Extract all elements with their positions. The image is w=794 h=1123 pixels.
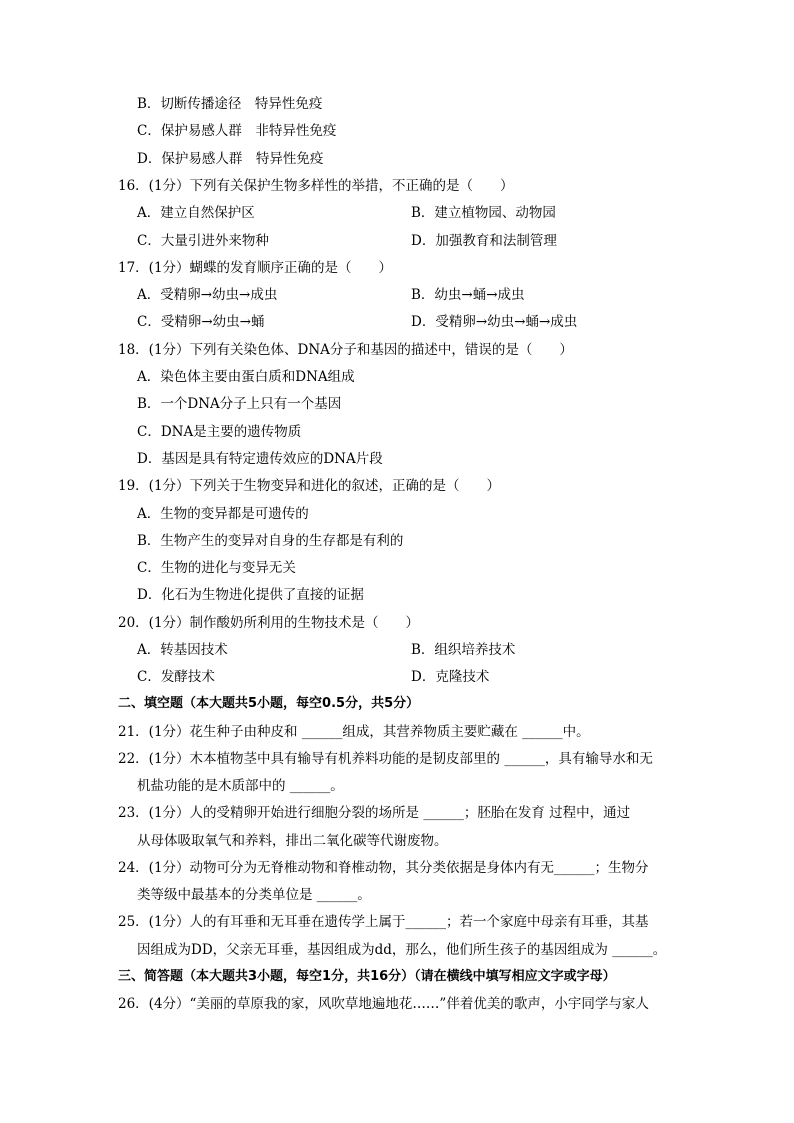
q24-line2: 类等级中最基本的分类单位是 ______。 [137,887,371,903]
q19-option-a: A．生物的变异都是可遗传的 [137,506,309,522]
q17-option-a: A．受精卵→幼虫→成虫 [137,287,278,303]
q18-option-c: C．DNA是主要的遗传物质 [137,424,302,440]
q25-line1: 25．(1分）人的有耳垂和无耳垂在遗传学上属于______；若一个家庭中母亲有耳垂，其基 [118,914,649,930]
q20-option-d: D．克隆技术 [411,669,490,685]
q26-text: 26．(4分）“美丽的草原我的家，风吹草地遍地花……”伴着优美的歌声，小宇同学与家人 [118,996,649,1012]
q18-option-a: A．染色体主要由蛋白质和DNA组成 [137,369,355,385]
q16-option-c: C．大量引进外来物种 [137,233,269,249]
q19-option-d: D．化石为生物进化提供了直接的证据 [137,587,364,603]
q22-line1: 22．(1分）木本植物茎中具有输导有机养料功能的是韧皮部里的 ______，具有输导水和无 [118,751,653,767]
q23-line2: 从母体吸取氧气和养料，排出二氧化碳等代谢废物。 [137,833,448,849]
q18-stem: 18．(1分）下列有关染色体、DNA分子和基因的描述中，错误的是（ ） [118,342,573,358]
q21-text: 21．(1分）花生种子由种皮和 ______组成，其营养物质主要贮藏在 ______中。 [118,724,590,740]
q17-option-d: D．受精卵→幼虫→蛹→成虫 [411,314,578,330]
q16-option-a: A．建立自然保护区 [137,205,255,221]
q15-option-d: D．保护易感人群 特异性免疫 [137,151,324,167]
q25-line2: 因组成为DD，父亲无耳垂，基因组成为dd，那么，他们所生孩子的基因组成为 ______。 [137,942,667,958]
q16-option-b: B．建立植物园、动物园 [411,205,556,221]
q19-option-b: B．生物产生的变异对自身的生存都是有利的 [137,533,404,549]
q23-line1: 23．(1分）人的受精卵开始进行细胞分裂的场所是 ______；胚胎在发育 过程中，通过 [118,805,631,821]
q20-stem: 20．(1分）制作酸奶所利用的生物技术是（ ） [118,615,420,631]
q18-option-b: B．一个DNA分子上只有一个基因 [137,396,342,412]
q18-option-d: D．基因是具有特定遗传效应的DNA片段 [137,451,383,467]
q16-stem: 16．(1分）下列有关保护生物多样性的举措，不正确的是（ ） [118,178,514,194]
q17-stem: 17．(1分）蝴蝶的发育顺序正确的是（ ） [118,260,393,276]
q16-option-d: D．加强教育和法制管理 [411,233,557,249]
q15-option-b: B．切断传播途径 特异性免疫 [137,96,323,112]
q15-option-c: C．保护易感人群 非特异性免疫 [137,123,337,139]
q19-stem: 19．(1分）下列关于生物变异和进化的叙述，正确的是（ ） [118,478,501,494]
q17-option-c: C．受精卵→幼虫→蛹 [137,314,265,330]
q19-option-c: C．生物的进化与变异无关 [137,560,296,576]
q20-option-b: B．组织培养技术 [411,642,516,658]
q17-option-b: B．幼虫→蛹→成虫 [411,287,525,303]
q22-line2: 机盐功能的是木质部中的 ______。 [137,778,344,794]
q20-option-a: A．转基因技术 [137,642,228,658]
section-fill-in-heading: 二、填空题（本大题共5小题，每空0.5分，共5分） [118,696,420,711]
section-short-answer-heading: 三、简答题（本大题共3小题，每空1分，共16分）（请在横线中填写相应文字或字母） [118,969,616,984]
q20-option-c: C．发酵技术 [137,669,215,685]
q24-line1: 24．(1分）动物可分为无脊椎动物和脊椎动物，其分类依据是身体内有无______；生物分 [118,860,649,876]
